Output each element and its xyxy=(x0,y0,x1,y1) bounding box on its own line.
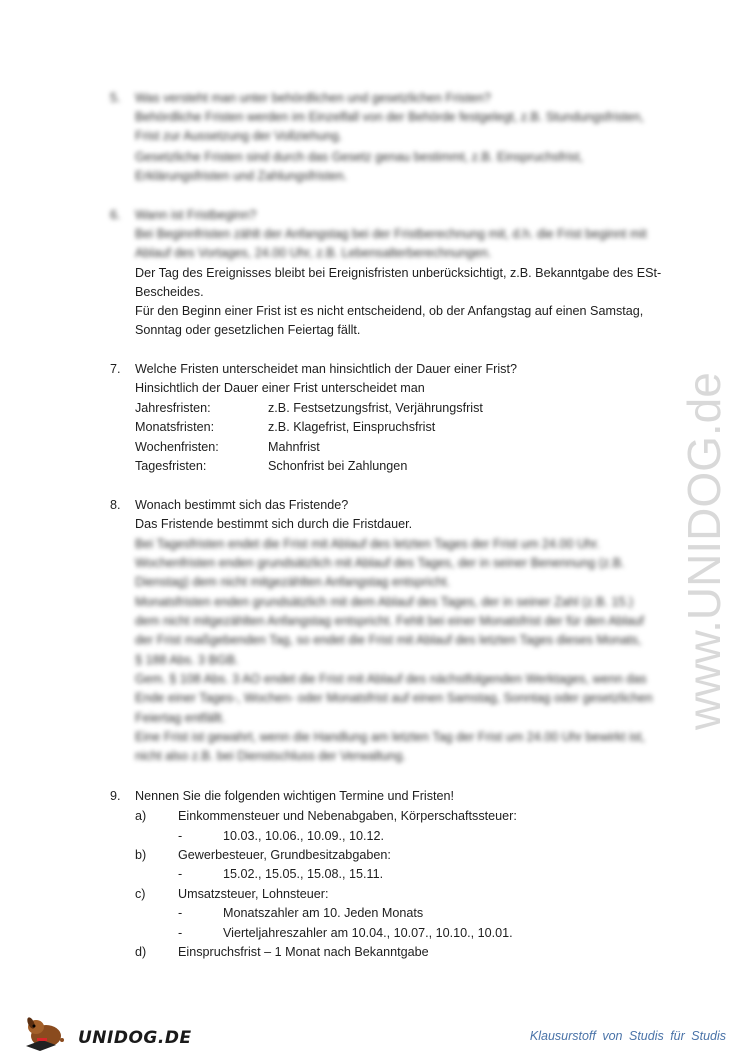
q5-line: Erklärungsfristen und Zahlungsfristen. xyxy=(135,169,348,183)
q7-intro: Hinsichtlich der Dauer einer Frist unterscheidet man xyxy=(135,381,425,395)
q8-blurred-line: Feiertag entfällt. xyxy=(135,711,226,725)
q9-item-label: Einspruchsfrist – 1 Monat nach Bekanntgabe xyxy=(178,945,429,959)
footer-tagline: Klausurstoff von Studis für Studis xyxy=(529,1029,726,1043)
q6-blurred-line: Bei Beginnfristen zählt der Anfangstag bei der Fristberechnung mit, d.h. die Frist beginnt mit xyxy=(135,227,647,241)
q5-number: 5. xyxy=(110,91,121,105)
watermark-text: www.UNIDOG.de xyxy=(678,372,730,730)
q8-blurred-line: Bei Tagesfristen endet die Frist mit Ablauf des letzten Tages der Frist um 24.00 Uhr. xyxy=(135,537,601,551)
watermark xyxy=(668,270,750,740)
q9-item-sub: Monatszahler am 10. Jeden Monats xyxy=(223,906,424,920)
dog-mascot-icon xyxy=(22,1014,78,1052)
q8-blurred-line: Dienstag) dem nicht mitgezählten Anfangstag entspricht. xyxy=(135,575,451,589)
q9-item-letter: d) xyxy=(135,945,147,959)
q5-line: Gesetzliche Fristen sind durch das Gesetz genau bestimmt, z.B. Einspruchsfrist, xyxy=(135,150,583,164)
q8-blurred-line: Wochenfristen enden grundsätzlich mit Ablauf des Tages, der in seiner Benennung (z.B. xyxy=(135,556,625,570)
q6-line: Sonntag oder gesetzlichen Feiertag fällt. xyxy=(135,323,361,337)
unidog-logo xyxy=(22,1014,192,1052)
q8-blurred-line: Eine Frist ist gewahrt, wenn die Handlung am letzten Tag der Frist um 24.00 Uhr bewirkt ist, xyxy=(135,730,646,744)
q6-question: Wann ist Fristbeginn? xyxy=(135,208,257,222)
q9-item-sub: Vierteljahreszahler am 10.04., 10.07., 10.10., 10.01. xyxy=(223,926,513,940)
q6-line: Der Tag des Ereignisses bleibt bei Ereignisfristen unberücksichtigt, z.B. Bekanntgabe des ESt- xyxy=(135,266,662,280)
q7-term: Tagesfristen: xyxy=(135,459,207,473)
q5-line: Behördliche Fristen werden im Einzelfall von der Behörde festgelegt, z.B. Stundungsfristen, xyxy=(135,110,644,124)
q9-item-letter: b) xyxy=(135,848,147,862)
q5-question: Was versteht man unter behördlichen und gesetzlichen Fristen? xyxy=(135,91,491,105)
q8-number: 8. xyxy=(110,498,121,512)
q7-desc: Schonfrist bei Zahlungen xyxy=(268,459,408,473)
q9-number: 9. xyxy=(110,789,121,803)
q5-line: Frist zur Aussetzung der Vollziehung. xyxy=(135,129,343,143)
q9-item-label: Umsatzsteuer, Lohnsteuer: xyxy=(178,887,329,901)
q8-blurred-line: Gem. § 108 Abs. 3 AO endet die Frist mit Ablauf des nächstfolgenden Werktages, wenn das xyxy=(135,672,647,686)
q9-item-dash: - xyxy=(178,829,183,843)
q9-item-dash: - xyxy=(178,926,183,940)
q6-number: 6. xyxy=(110,208,121,222)
q9-question: Nennen Sie die folgenden wichtigen Termine und Fristen! xyxy=(135,789,455,803)
q9-item-sub: 10.03., 10.06., 10.09., 10.12. xyxy=(223,829,385,843)
q8-answer: Das Fristende bestimmt sich durch die Fristdauer. xyxy=(135,517,413,531)
q7-desc: z.B. Festsetzungsfrist, Verjährungsfrist xyxy=(268,401,483,415)
q7-desc: z.B. Klagefrist, Einspruchsfrist xyxy=(268,420,436,434)
q9-item-letter: c) xyxy=(135,887,146,901)
q7-term: Jahresfristen: xyxy=(135,401,211,415)
q6-blurred-line: Ablauf des Vortages, 24.00 Uhr, z.B. Lebensalterberechnungen. xyxy=(135,246,492,260)
q7-desc: Mahnfrist xyxy=(268,440,320,454)
q8-blurred-line: § 188 Abs. 3 BGB. xyxy=(135,653,239,667)
q9-item-letter: a) xyxy=(135,809,147,823)
q9-item-dash: - xyxy=(178,867,183,881)
q8-blurred-line: nicht also z.B. bei Dienstschluss der Verwaltung. xyxy=(135,749,406,763)
q7-term: Monatsfristen: xyxy=(135,420,215,434)
q8-question: Wonach bestimmt sich das Fristende? xyxy=(135,498,349,512)
q9-item-label: Einkommensteuer und Nebenabgaben, Körperschaftssteuer: xyxy=(178,809,517,823)
q7-question: Welche Fristen unterscheidet man hinsichtlich der Dauer einer Frist? xyxy=(135,362,517,376)
q6-line: Bescheides. xyxy=(135,285,204,299)
q6-line: Für den Beginn einer Frist ist es nicht entscheidend, ob der Anfangstag auf einen Samstag, xyxy=(135,304,644,318)
q7-term: Wochenfristen: xyxy=(135,440,219,454)
q7-number: 7. xyxy=(110,362,121,376)
q8-blurred-line: dem nicht mitgezählten Anfangstag entspricht. Fehlt bei einer Monatsfrist der für den Ablauf xyxy=(135,614,644,628)
logo-text: UNIDOG.DE xyxy=(78,1028,192,1048)
q9-item-sub: 15.02., 15.05., 15.08., 15.11. xyxy=(223,867,384,881)
q8-blurred-line: der Frist maßgebenden Tag, so endet die Frist mit Ablauf des letzten Tages dieses Monats, xyxy=(135,633,642,647)
q8-blurred-line: Ende einer Tages-, Wochen- oder Monatsfrist auf einen Samstag, Sonntag oder gesetzlichen xyxy=(135,691,653,705)
q9-item-label: Gewerbesteuer, Grundbesitzabgaben: xyxy=(178,848,391,862)
q9-item-dash: - xyxy=(178,906,183,920)
q8-blurred-line: Monatsfristen enden grundsätzlich mit dem Ablauf des Tages, der in seiner Zahl (z.B. 15.) xyxy=(135,595,634,609)
